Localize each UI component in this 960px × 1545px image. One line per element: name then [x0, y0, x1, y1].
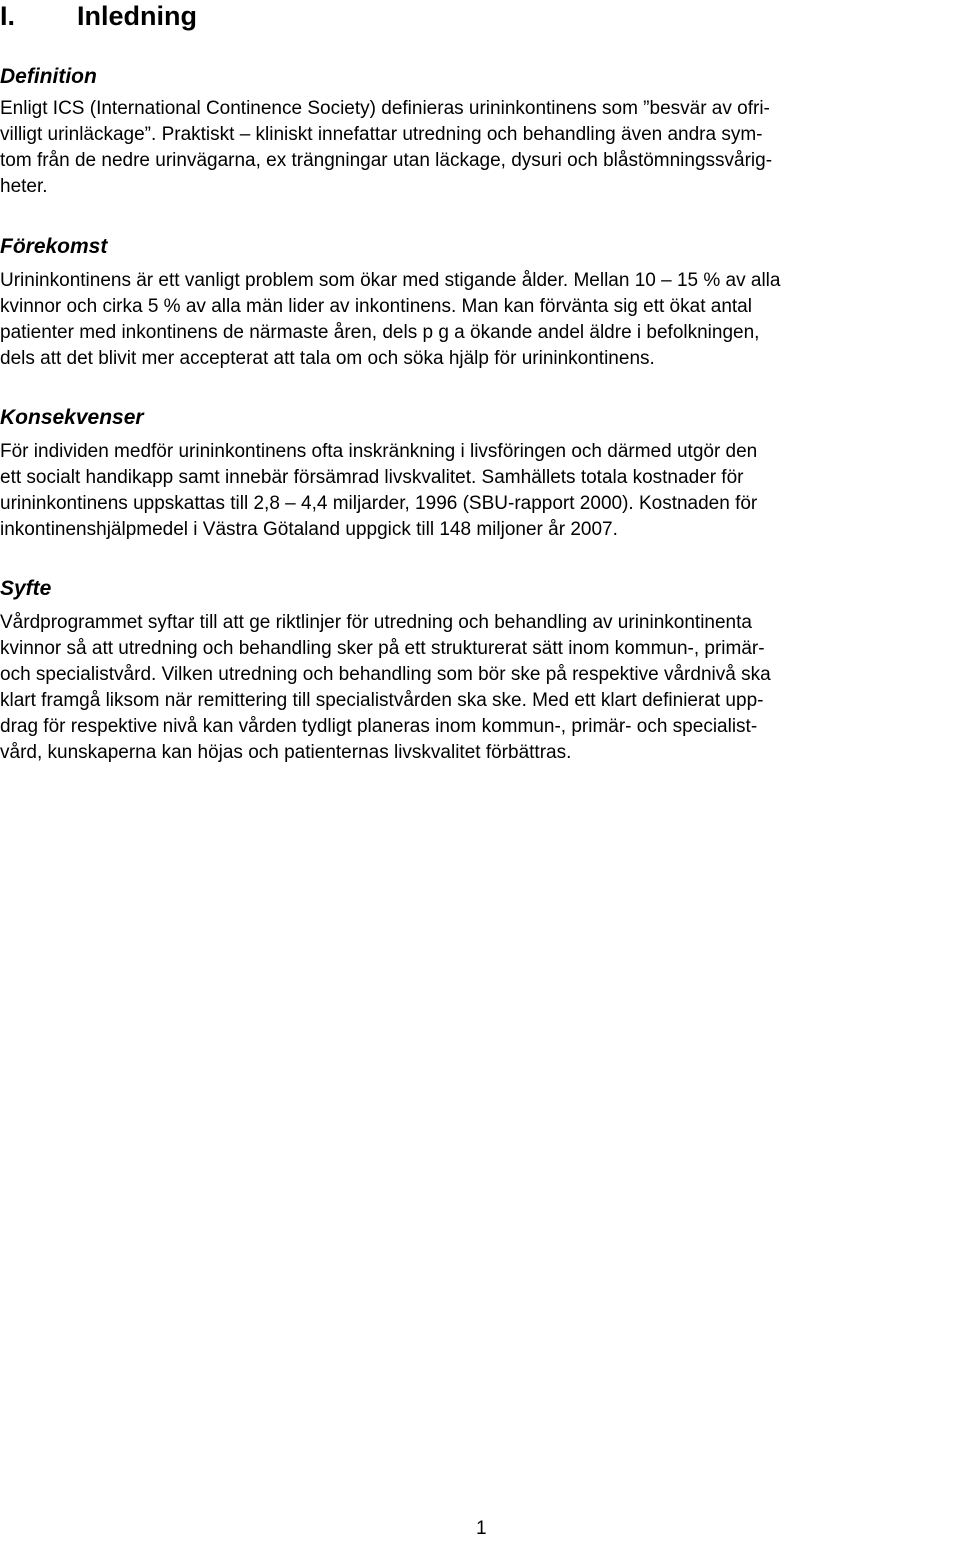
section-body-konsekvenser — [0, 439, 958, 543]
chapter-heading — [0, 0, 197, 32]
text-line: drag för respektive nivå kan vården tydligt planeras inom kommun-, primär- och specialist- — [0, 716, 758, 737]
text-line: dels att det blivit mer accepterat att tala om och söka hjälp för urininkontinens. — [0, 348, 655, 369]
text-line: vård, kunskaperna kan höjas och patienternas livskvalitet förbättras. — [0, 742, 572, 763]
chapter-number: I. — [0, 1, 16, 31]
page-number: 1 — [476, 1518, 487, 1539]
chapter-title: Inledning — [77, 1, 197, 31]
text-line: Urininkontinens är ett vanligt problem som ökar med stigande ålder. Mellan 10 – 15 % av alla — [0, 270, 781, 291]
text-line: tom från de nedre urinvägarna, ex trängningar utan läckage, dysuri och blåstömningssvårig- — [0, 150, 773, 171]
section-heading-forekomst: Förekomst — [0, 235, 108, 258]
text-line: urininkontinens uppskattas till 2,8 – 4,4 miljarder, 1996 (SBU-rapport 2000). Kostnaden för — [0, 493, 758, 514]
text-line: kvinnor och cirka 5 % av alla män lider av inkontinens. Man kan förvänta sig ett ökat antal — [0, 296, 752, 317]
text-line: För individen medför urininkontinens ofta inskränkning i livsföringen och därmed utgör den — [0, 441, 758, 462]
section-body-definition — [0, 96, 958, 200]
text-line: Enligt ICS (International Continence Society) definieras urininkontinens som ”besvär av ofri- — [0, 98, 770, 119]
text-line: patienter med inkontinens de närmaste åren, dels p g a ökande andel äldre i befolkningen, — [0, 322, 760, 343]
section-heading-syfte: Syfte — [0, 577, 52, 600]
text-line: och specialistvård. Vilken utredning och behandling som bör ske på respektive vårdnivå ska — [0, 664, 771, 685]
section-body-forekomst — [0, 268, 958, 372]
text-line: kvinnor så att utredning och behandling sker på ett strukturerat sätt inom kommun-, primär- — [0, 638, 765, 659]
section-heading-definition: Definition — [0, 65, 97, 88]
text-line: villigt urinläckage”. Praktiskt – kliniskt innefattar utredning och behandling även andra sym- — [0, 124, 763, 145]
text-line: Vårdprogrammet syftar till att ge riktlinjer för utredning och behandling av urininkontinenta — [0, 612, 752, 633]
text-line: heter. — [0, 176, 48, 197]
text-line: inkontinenshjälpmedel i Västra Götaland uppgick till 148 miljoner år 2007. — [0, 519, 618, 540]
text-line: klart framgå liksom när remittering till specialistvården ska ske. Med ett klart definierat upp- — [0, 690, 764, 711]
section-heading-konsekvenser: Konsekvenser — [0, 406, 144, 429]
section-body-syfte — [0, 610, 958, 766]
text-line: ett socialt handikapp samt innebär försämrad livskvalitet. Samhällets totala kostnader för — [0, 467, 744, 488]
